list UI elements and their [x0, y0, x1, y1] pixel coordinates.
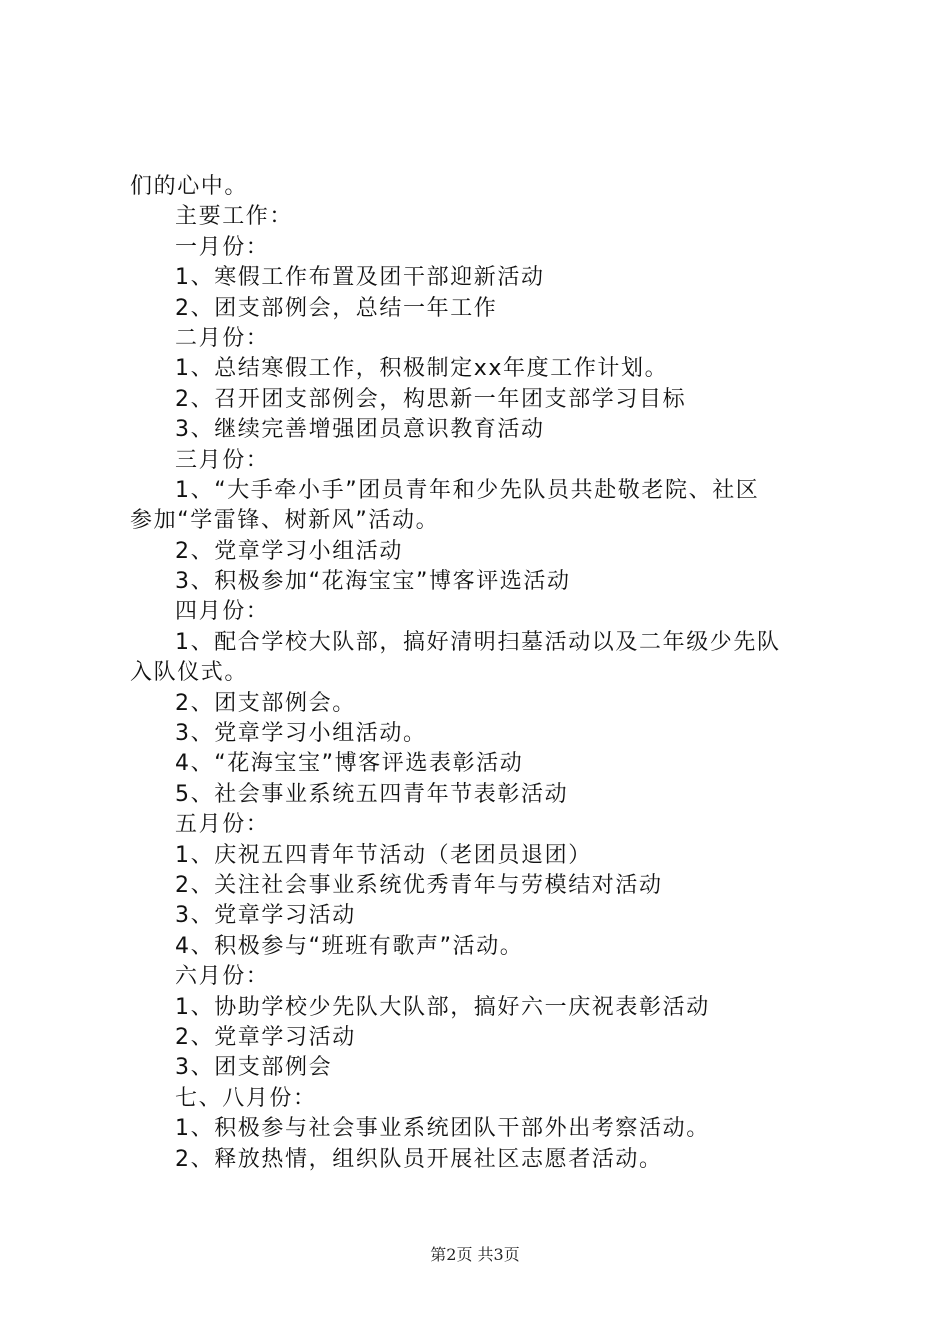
- text-line: 2、关注社会事业系统优秀青年与劳模结对活动: [175, 872, 663, 898]
- text-line: 3、继续完善增强团员意识教育活动: [175, 417, 545, 443]
- text-line: 三月份：: [175, 447, 270, 473]
- text-line: 入队仪式。: [130, 660, 249, 686]
- text-line: 4、“花海宝宝”博客评选表彰活动: [175, 751, 524, 777]
- text-line: 一月份：: [175, 234, 270, 260]
- text-line: 1、“大手牵小手”团员青年和少先队员共赴敬老院、社区: [175, 477, 760, 503]
- text-line: 3、党章学习小组活动。: [175, 721, 427, 747]
- text-line: 1、庆祝五四青年节活动（老团员退团）: [175, 842, 592, 868]
- text-line: 2、释放热情，组织队员开展社区志愿者活动。: [175, 1146, 663, 1172]
- text-line: 七、八月份：: [175, 1085, 317, 1111]
- text-line: 们的心中。: [130, 174, 249, 199]
- page-footer: 第2页 共3页: [430, 1245, 520, 1264]
- text-line: 3、积极参加“花海宝宝”博客评选活动: [175, 569, 571, 595]
- text-line: 二月份：: [175, 325, 270, 351]
- text-line: 1、总结寒假工作，积极制定xx年度工作计划。: [175, 356, 669, 382]
- text-line: 参加“学雷锋、树新风”活动。: [130, 508, 440, 534]
- text-line: 六月份：: [175, 964, 270, 990]
- text-line: 四月份：: [175, 599, 270, 625]
- text-line: 主要工作：: [175, 204, 294, 230]
- text-line: 5、社会事业系统五四青年节表彰活动: [175, 781, 569, 807]
- text-line: 2、团支部例会，总结一年工作: [175, 295, 498, 321]
- document-body: [130, 172, 830, 1175]
- text-line: 1、协助学校少先队大队部，搞好六一庆祝表彰活动: [175, 994, 710, 1020]
- text-line: 2、召开团支部例会，构思新一年团支部学习目标: [175, 386, 687, 412]
- text-line: 1、积极参与社会事业系统团队干部外出考察活动。: [175, 1116, 710, 1142]
- text-line: 4、积极参与“班班有歌声”活动。: [175, 933, 524, 959]
- text-line: 3、党章学习活动: [175, 903, 356, 929]
- text-line: 1、配合学校大队部，搞好清明扫墓活动以及二年级少先队: [175, 629, 781, 655]
- text-line: 3、团支部例会: [175, 1055, 333, 1081]
- text-line: 2、党章学习活动: [175, 1024, 356, 1050]
- text-line: 2、党章学习小组活动: [175, 538, 403, 564]
- text-line: 五月份：: [175, 812, 270, 838]
- text-line: 2、团支部例会。: [175, 690, 356, 716]
- text-line: 1、寒假工作布置及团干部迎新活动: [175, 265, 545, 291]
